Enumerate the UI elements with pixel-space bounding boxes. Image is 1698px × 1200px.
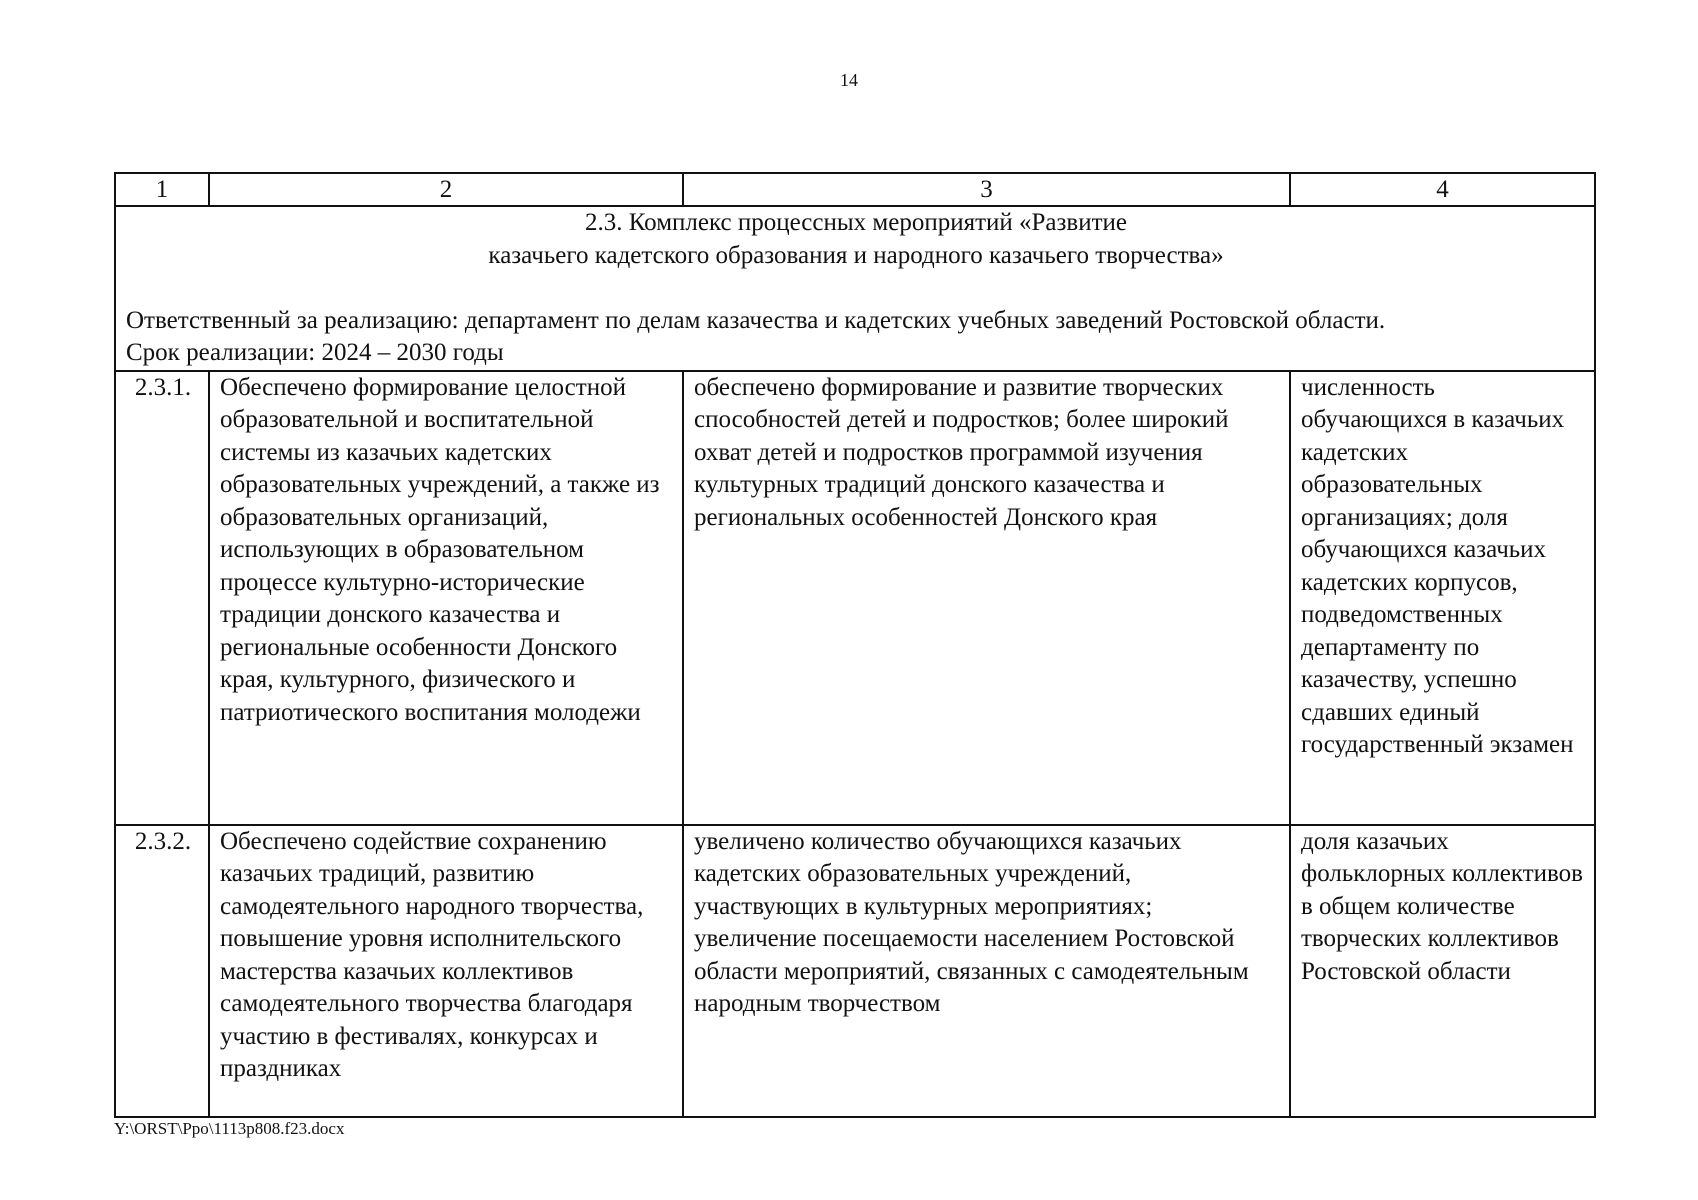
column-number-row (115, 173, 1595, 206)
indicators-cell: численность обучающихся в казачьих кадетских образовательных организациях; доля обучающихся казачьих кадетских корпусов, подведомственных департаменту по казачеству, успешно сдавших единый государственный экзамен (1290, 371, 1595, 825)
effects-cell: увеличено количество обучающихся казачьих кадетских образовательных учреждений, участвующих в культурных мероприятиях; увеличение посещаемости населением Ростовской области мероприятий, связанных с самодеятельным народным творчеством (683, 825, 1290, 1117)
footer-file-path: Y:\ORST\Ppo\1113p808.f23.docx (114, 1119, 345, 1138)
section-title-line: казачьего кадетского образования и народного казачьего творчества» (488, 241, 1224, 269)
blank-line (126, 272, 1586, 305)
responsible-text: Ответственный за реализацию: департамент по делам казачества и кадетских учебных заведений Ростовской области. (126, 306, 1386, 334)
indicators-cell: доля казачьих фольклорных коллективов в общем количестве творческих коллективов Ростовской области (1290, 825, 1595, 1117)
row-number: 2.3.2. (115, 825, 209, 1117)
row-number: 2.3.1. (115, 371, 209, 825)
section-header-cell (115, 206, 1595, 371)
task-cell: Обеспечено содействие сохранению казачьих традиций, развитию самодеятельного народного творчества, повышение уровня исполнительского мастерства казачьих коллективов самодеятельного творчества благодаря участию в фестивалях, конкурсах и праздниках (209, 825, 683, 1117)
term-text: Срок реализации: 2024 – 2030 годы (126, 339, 504, 366)
column-header: 1 (115, 173, 209, 206)
measures-table (114, 172, 1596, 1118)
table-row (115, 371, 1595, 825)
section-title-line: 2.3. Комплекс процессных мероприятий «Развитие (584, 209, 1127, 236)
task-cell: Обеспечено формирование целостной образовательной и воспитательной системы из казачьих кадетских образовательных учреждений, а также из образовательных организаций, использующих в образовательном процессе культурно-исторические традиции донского казачества и региональные особенности Донского края, культурного, физического и патриотического воспитания молодежи (209, 371, 683, 825)
column-header: 2 (209, 173, 683, 206)
section-row (115, 206, 1595, 371)
table-row (115, 825, 1595, 1117)
column-header: 4 (1290, 173, 1595, 206)
column-header: 3 (683, 173, 1290, 206)
effects-cell: обеспечено формирование и развитие творческих способностей детей и подростков; более широкий охват детей и подростков программой изучения культурных традиций донского казачества и региональных особенностей Донского края (683, 371, 1290, 825)
page-number: 14 (840, 70, 858, 90)
